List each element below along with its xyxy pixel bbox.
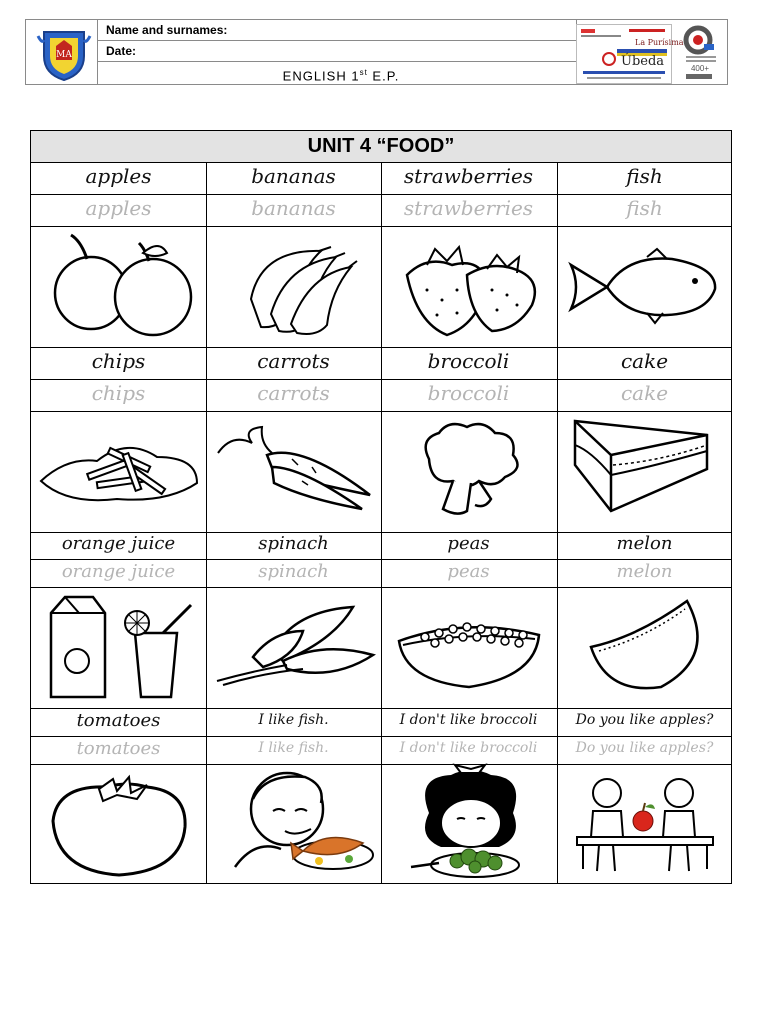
- sentence-do-you-like-apples: Do you like apples?: [575, 712, 714, 728]
- date-field[interactable]: [98, 41, 576, 62]
- word-spinach: spinach: [258, 533, 329, 554]
- trace-apples[interactable]: apples: [85, 196, 152, 220]
- trace-bananas[interactable]: bananas: [251, 196, 336, 220]
- trace-orange-juice[interactable]: orange juice: [61, 561, 176, 582]
- word-apples: apples: [85, 164, 152, 188]
- efqm-logo: [674, 24, 726, 82]
- worksheet-header: [25, 19, 728, 85]
- trace-strawberries[interactable]: strawberries: [403, 196, 534, 220]
- word-cake: cake: [620, 349, 669, 373]
- logo-text-ubeda: Úbeda: [621, 54, 665, 69]
- school-crest-logo: [36, 26, 92, 82]
- word-broccoli: broccoli: [427, 349, 510, 373]
- fish-picture: [567, 247, 722, 327]
- trace-i-dont-like-broccoli[interactable]: I don't like broccoli: [399, 740, 538, 756]
- trace-tomatoes[interactable]: tomatoes: [76, 738, 161, 759]
- word-bananas: bananas: [251, 164, 336, 188]
- children-on-bench-picture: [571, 771, 719, 879]
- la-purisima-logo: [576, 24, 684, 84]
- svg-text:MA: MA: [56, 50, 72, 60]
- trace-broccoli[interactable]: broccoli: [427, 381, 510, 405]
- strawberries-picture: [397, 235, 542, 340]
- peas-picture: [395, 607, 543, 691]
- logo-text-purisima: La Purísima: [635, 38, 684, 47]
- subject-ordinal: st: [359, 68, 368, 77]
- tomato-picture: [47, 771, 191, 879]
- trace-i-like-fish[interactable]: I like fish.: [258, 740, 329, 756]
- carrots-picture: [212, 423, 377, 513]
- trace-peas[interactable]: peas: [447, 561, 490, 582]
- word-carrots: carrots: [257, 349, 330, 373]
- food-vocabulary-table: [30, 130, 732, 884]
- word-fish: fish: [626, 164, 663, 188]
- word-tomatoes: tomatoes: [76, 710, 161, 731]
- word-melon: melon: [616, 533, 673, 554]
- trace-spinach[interactable]: spinach: [258, 561, 329, 582]
- name-label: Name and surnames:: [106, 23, 228, 37]
- word-strawberries: strawberries: [403, 164, 534, 188]
- trace-melon[interactable]: melon: [616, 561, 673, 582]
- sentence-i-dont-like-broccoli: I don't like broccoli: [399, 712, 538, 728]
- spinach-picture: [213, 601, 375, 691]
- melon-picture: [587, 597, 707, 693]
- subject-level: E.P.: [367, 68, 400, 84]
- bananas-picture: [231, 239, 361, 339]
- date-label: Date:: [106, 44, 137, 58]
- cake-picture: [571, 415, 711, 527]
- word-chips: chips: [91, 349, 146, 373]
- subject-label: ENGLISH 1: [282, 68, 360, 84]
- word-orange-juice: orange juice: [61, 533, 176, 554]
- orange-juice-picture: [45, 593, 195, 705]
- name-field[interactable]: [98, 20, 576, 41]
- broccoli-picture: [409, 419, 529, 519]
- header-fields: [97, 20, 577, 84]
- word-peas: peas: [447, 533, 490, 554]
- subject-line: [98, 62, 576, 83]
- badge-text: 400+: [690, 64, 710, 73]
- apples-picture: [41, 231, 196, 341]
- sentence-i-like-fish: I like fish.: [258, 712, 329, 728]
- trace-cake[interactable]: cake: [620, 381, 669, 405]
- girl-with-broccoli-picture: [395, 767, 545, 879]
- chips-picture: [37, 427, 202, 507]
- unit-title: UNIT 4 “FOOD”: [31, 131, 731, 163]
- trace-fish[interactable]: fish: [626, 196, 663, 220]
- trace-do-you-like-apples[interactable]: Do you like apples?: [575, 740, 714, 756]
- trace-carrots[interactable]: carrots: [257, 381, 330, 405]
- boy-eating-fish-picture: [215, 769, 375, 879]
- trace-chips[interactable]: chips: [91, 381, 146, 405]
